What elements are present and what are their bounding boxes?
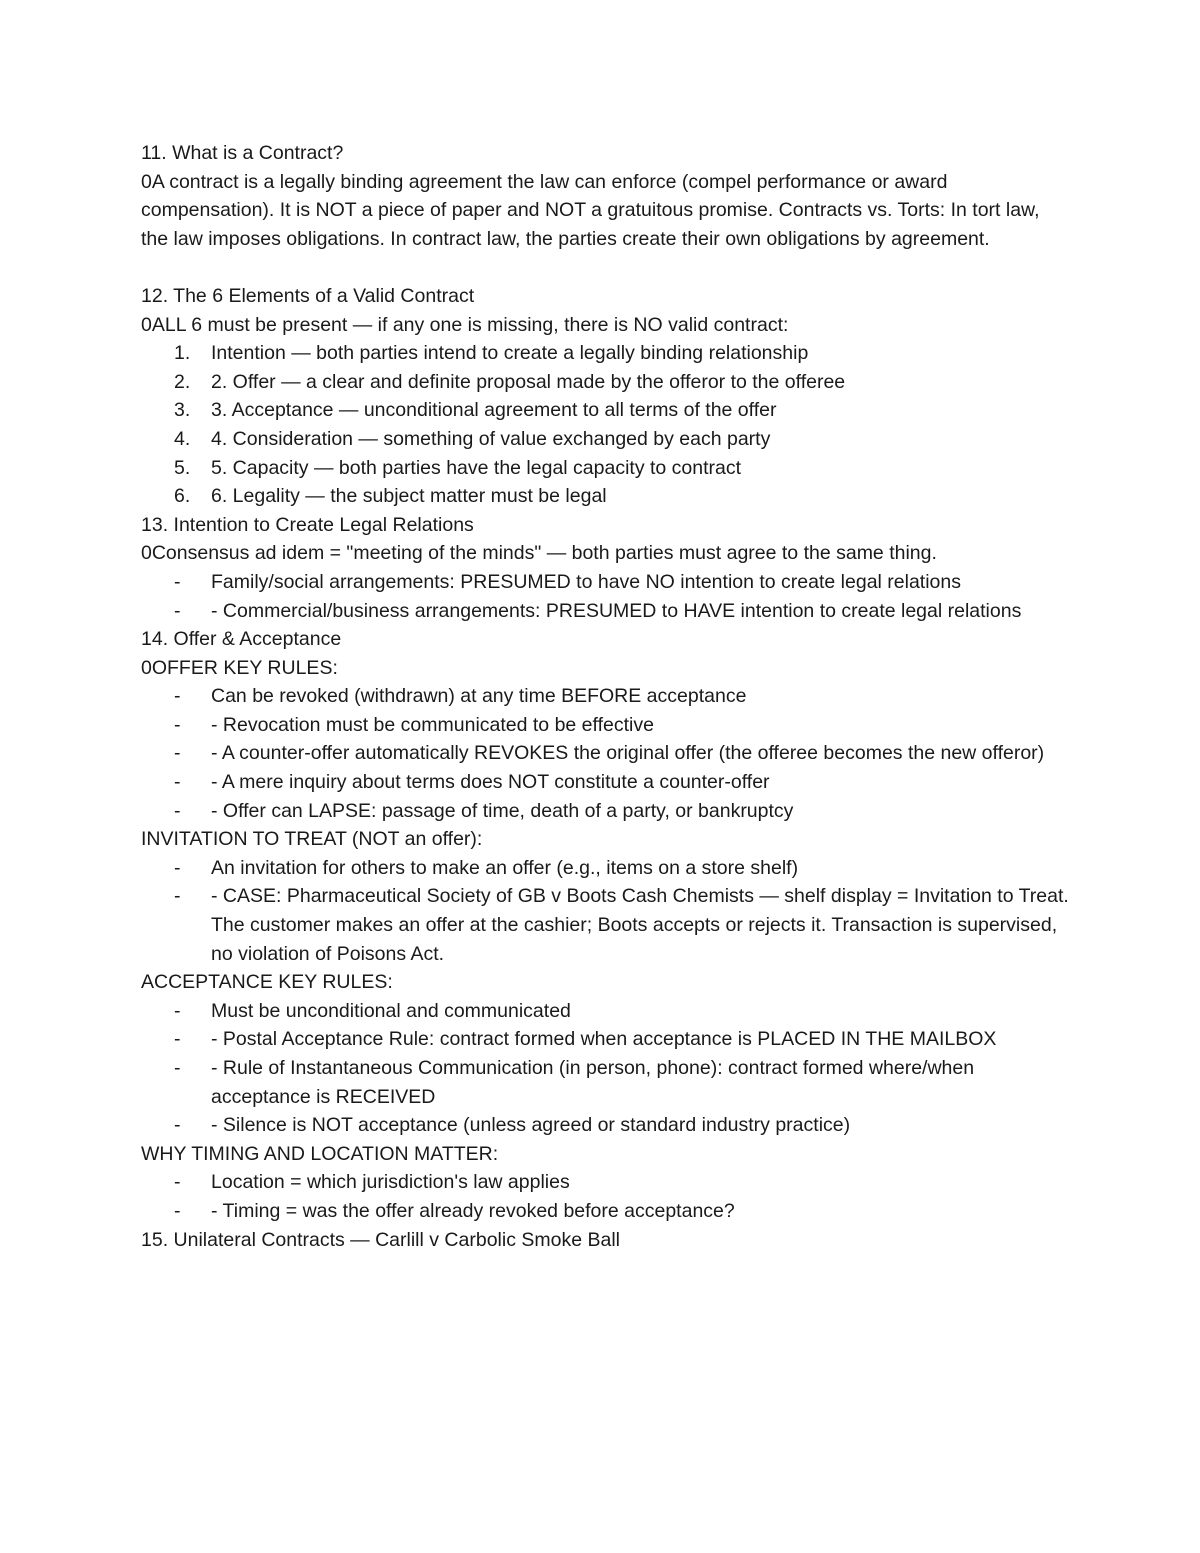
dash-bullet: - bbox=[174, 999, 181, 1022]
section-15-heading: 15. Unilateral Contracts — Carlill v Carbolic Smoke Ball bbox=[141, 1228, 620, 1251]
list-item bbox=[141, 482, 1071, 511]
section-12-intro: 0ALL 6 must be present — if any one is missing, there is NO valid contract: bbox=[141, 313, 789, 336]
list-item-text: 3. Acceptance — unconditional agreement to all terms of the offer bbox=[211, 399, 777, 422]
section-13-intro: 0Consensus ad idem = "meeting of the minds" — both parties must agree to the same thing. bbox=[141, 542, 937, 565]
list-item-text: 2. Offer — a clear and definite proposal made by the offeror to the offeree bbox=[211, 370, 846, 393]
list-item-text: - Silence is NOT acceptance (unless agreed or standard industry practice) bbox=[211, 1114, 851, 1137]
list-item bbox=[141, 597, 1071, 626]
dash-bullet: - bbox=[174, 713, 181, 736]
list-item bbox=[141, 997, 1071, 1026]
offer-rules-list bbox=[141, 682, 1071, 825]
list-item bbox=[141, 339, 1071, 368]
dash-bullet: - bbox=[174, 885, 181, 908]
list-item bbox=[141, 368, 1071, 397]
list-item-text: Must be unconditional and communicated bbox=[211, 999, 571, 1022]
dash-bullet: - bbox=[174, 799, 181, 822]
list-item bbox=[141, 1054, 1071, 1111]
section-11-heading: 11. What is a Contract? bbox=[141, 142, 344, 164]
invitation-to-treat-list bbox=[141, 854, 1071, 968]
list-number: 3. bbox=[174, 399, 191, 422]
list-item bbox=[141, 1025, 1071, 1054]
list-item bbox=[141, 1197, 1071, 1226]
dash-bullet: - bbox=[174, 1199, 181, 1222]
list-item-text: - A counter-offer automatically REVOKES the original offer (the offeree becomes the new offeror) bbox=[211, 742, 1045, 765]
dash-bullet: - bbox=[174, 570, 181, 593]
acceptance-rules-heading: ACCEPTANCE KEY RULES: bbox=[141, 971, 393, 994]
elements-list bbox=[141, 339, 1071, 511]
list-item bbox=[141, 854, 1071, 883]
list-item bbox=[141, 1168, 1071, 1197]
list-item bbox=[141, 797, 1071, 826]
intention-list bbox=[141, 568, 1071, 625]
list-number: 1. bbox=[174, 342, 191, 365]
acceptance-rules-list bbox=[141, 997, 1071, 1140]
list-item-text: - A mere inquiry about terms does NOT constitute a counter-offer bbox=[211, 771, 770, 794]
list-item-text: - Offer can LAPSE: passage of time, death of a party, or bankruptcy bbox=[211, 799, 794, 822]
list-item-text: Can be revoked (withdrawn) at any time BEFORE acceptance bbox=[211, 685, 747, 708]
list-item bbox=[141, 768, 1071, 797]
list-item bbox=[141, 739, 1071, 768]
offer-rules-heading: 0OFFER KEY RULES: bbox=[141, 656, 338, 679]
list-number: 5. bbox=[174, 456, 191, 479]
list-item-text: 4. Consideration — something of value exchanged by each party bbox=[211, 427, 771, 450]
invitation-to-treat-heading: INVITATION TO TREAT (NOT an offer): bbox=[141, 828, 483, 851]
timing-location-heading: WHY TIMING AND LOCATION MATTER: bbox=[141, 1142, 499, 1165]
list-item-text: - Timing = was the offer already revoked before acceptance? bbox=[211, 1199, 735, 1222]
dash-bullet: - bbox=[174, 1171, 181, 1194]
list-item bbox=[141, 682, 1071, 711]
timing-location-list bbox=[141, 1168, 1071, 1225]
list-item-text: - Commercial/business arrangements: PRESUMED to HAVE intention to create legal relations bbox=[211, 599, 1022, 622]
list-item-text: Location = which jurisdiction's law applies bbox=[211, 1171, 570, 1194]
dash-bullet: - bbox=[174, 1114, 181, 1137]
list-item-text: - CASE: Pharmaceutical Society of GB v Boots Cash Chemists — shelf display = Invitation to Treat. The customer makes an offer at the cashier; Boots accepts or rejects it. Transaction is supervised, no violation of Poisons Act. bbox=[211, 885, 1069, 965]
section-13-heading: 13. Intention to Create Legal Relations bbox=[141, 513, 474, 536]
list-item-text: 6. Legality — the subject matter must be legal bbox=[211, 485, 607, 508]
list-item-text: - Revocation must be communicated to be effective bbox=[211, 713, 654, 736]
list-item-text: 5. Capacity — both parties have the legal capacity to contract bbox=[211, 456, 742, 479]
list-item-text: An invitation for others to make an offer (e.g., items on a store shelf) bbox=[211, 856, 799, 879]
list-item-text: Family/social arrangements: PRESUMED to have NO intention to create legal relations bbox=[211, 570, 961, 593]
list-number: 6. bbox=[174, 485, 191, 508]
list-item-text: Intention — both parties intend to create a legally binding relationship bbox=[211, 342, 809, 365]
list-item bbox=[141, 425, 1071, 454]
list-item-text: - Postal Acceptance Rule: contract formed when acceptance is PLACED IN THE MAILBOX bbox=[211, 1028, 997, 1051]
list-item bbox=[141, 1111, 1071, 1140]
list-number: 4. bbox=[174, 427, 191, 450]
list-item bbox=[141, 454, 1071, 483]
list-item-text: - Rule of Instantaneous Communication (in person, phone): contract formed where/when acceptance is RECEIVED bbox=[211, 1057, 975, 1108]
dash-bullet: - bbox=[174, 1057, 181, 1079]
document-page bbox=[141, 139, 1071, 1254]
section-14-heading: 14. Offer & Acceptance bbox=[141, 628, 342, 651]
dash-bullet: - bbox=[174, 599, 181, 622]
section-12-heading: 12. The 6 Elements of a Valid Contract bbox=[141, 284, 475, 307]
blank-line bbox=[141, 253, 1071, 282]
section-11-body: 0A contract is a legally binding agreement the law can enforce (compel performance or award compensation). It is NOT a piece of paper and NOT a gratuitous promise. Contracts vs. Torts: In tort law, the law imposes obligations. In contract law, the parties create their own obligations by agreement. bbox=[141, 170, 1040, 250]
dash-bullet: - bbox=[174, 685, 181, 708]
list-item bbox=[141, 882, 1071, 968]
list-item bbox=[141, 568, 1071, 597]
list-item bbox=[141, 711, 1071, 740]
dash-bullet: - bbox=[174, 856, 181, 879]
list-item bbox=[141, 396, 1071, 425]
dash-bullet: - bbox=[174, 1028, 181, 1051]
dash-bullet: - bbox=[174, 771, 181, 794]
list-number: 2. bbox=[174, 370, 191, 393]
dash-bullet: - bbox=[174, 742, 181, 765]
